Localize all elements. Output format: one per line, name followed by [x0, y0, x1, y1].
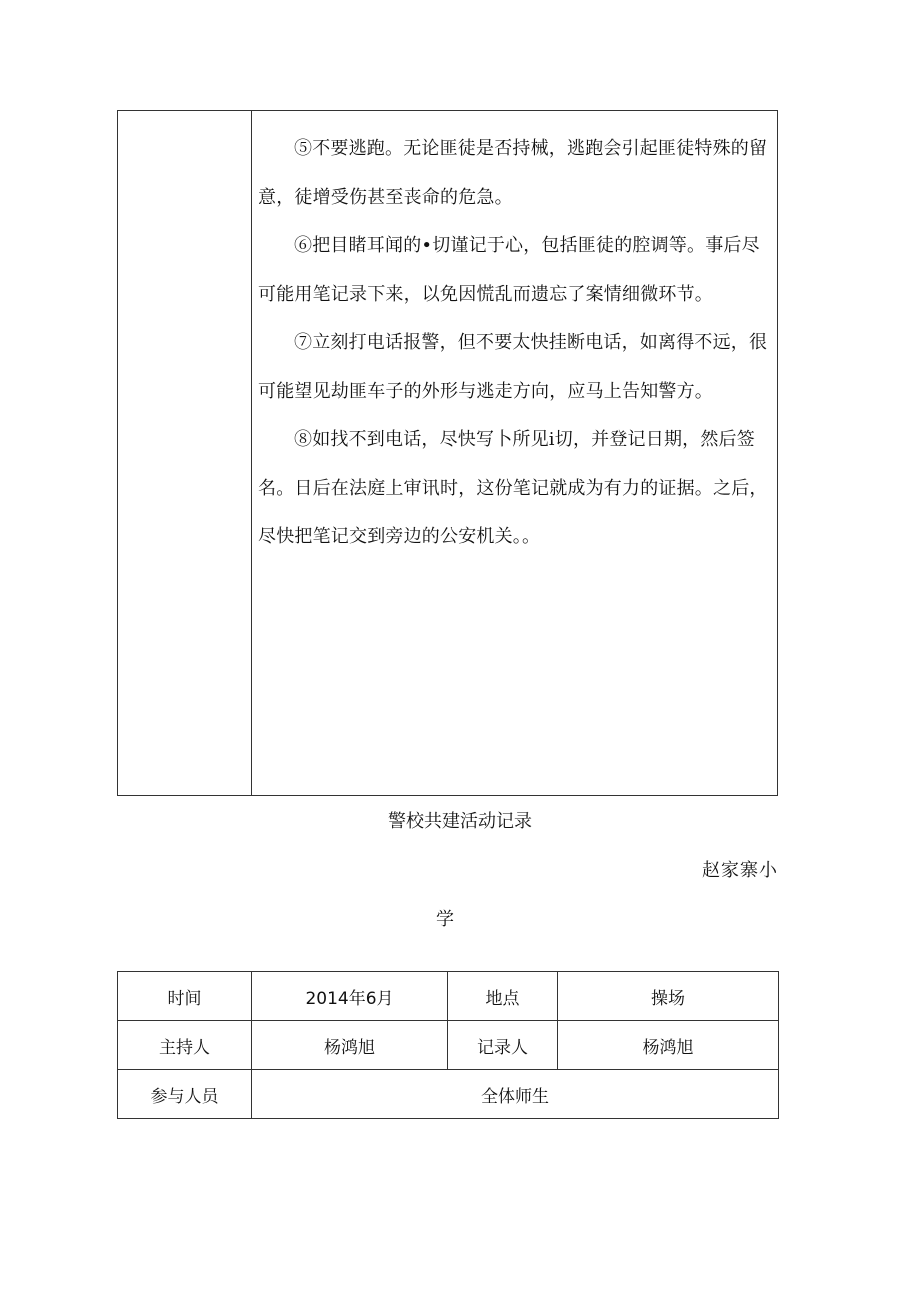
table-row-time	[118, 972, 779, 1021]
place-value: 操场	[558, 972, 779, 1021]
paragraph-6: ⑥把目睹耳闻的•切谨记于心，包括匪徒的腔调等。事后尽可能用笔记录下来，以免因慌乱而遗忘了案情细微环节。	[258, 235, 760, 305]
paragraph-5: ⑤不要逃跑。无论匪徒是否持械，逃跑会引起匪徒特殊的留意，徒增受伤甚至丧命的危急。	[258, 138, 768, 208]
content-table-label-cell	[118, 111, 252, 795]
content-table-text-cell	[252, 111, 777, 795]
paragraph-7: ⑦立刻打电话报警，但不要太快挂断电话，如离得不远，很可能望见劫匪车子的外形与逃走方向，应马上告知警方。	[258, 332, 768, 402]
paragraph-8: ⑧如找不到电话，尽快写卜所见i切，并登记日期，然后签名。日后在法庭上审讯时，这份笔记就成为有力的证据。之后，尽快把笔记交到旁边的公安机关。。	[258, 429, 768, 547]
school-name-line1: 赵家寨小	[702, 860, 778, 881]
participants-value: 全体师生	[252, 1070, 779, 1119]
record-title: 警校共建活动记录	[388, 811, 532, 832]
host-label: 主持人	[118, 1021, 252, 1070]
place-label: 地点	[448, 972, 558, 1021]
host-value: 杨鸿旭	[252, 1021, 448, 1070]
table-row-host	[118, 1021, 779, 1070]
recorder-value: 杨鸿旭	[558, 1021, 779, 1070]
activity-info-table	[117, 971, 779, 1119]
time-label: 时间	[118, 972, 252, 1021]
table-row-participants	[118, 1070, 779, 1119]
time-value: 2014年6月	[252, 972, 448, 1021]
participants-label: 参与人员	[118, 1070, 252, 1119]
recorder-label: 记录人	[448, 1021, 558, 1070]
content-table	[117, 110, 778, 796]
school-name-line2: 学	[436, 909, 454, 930]
